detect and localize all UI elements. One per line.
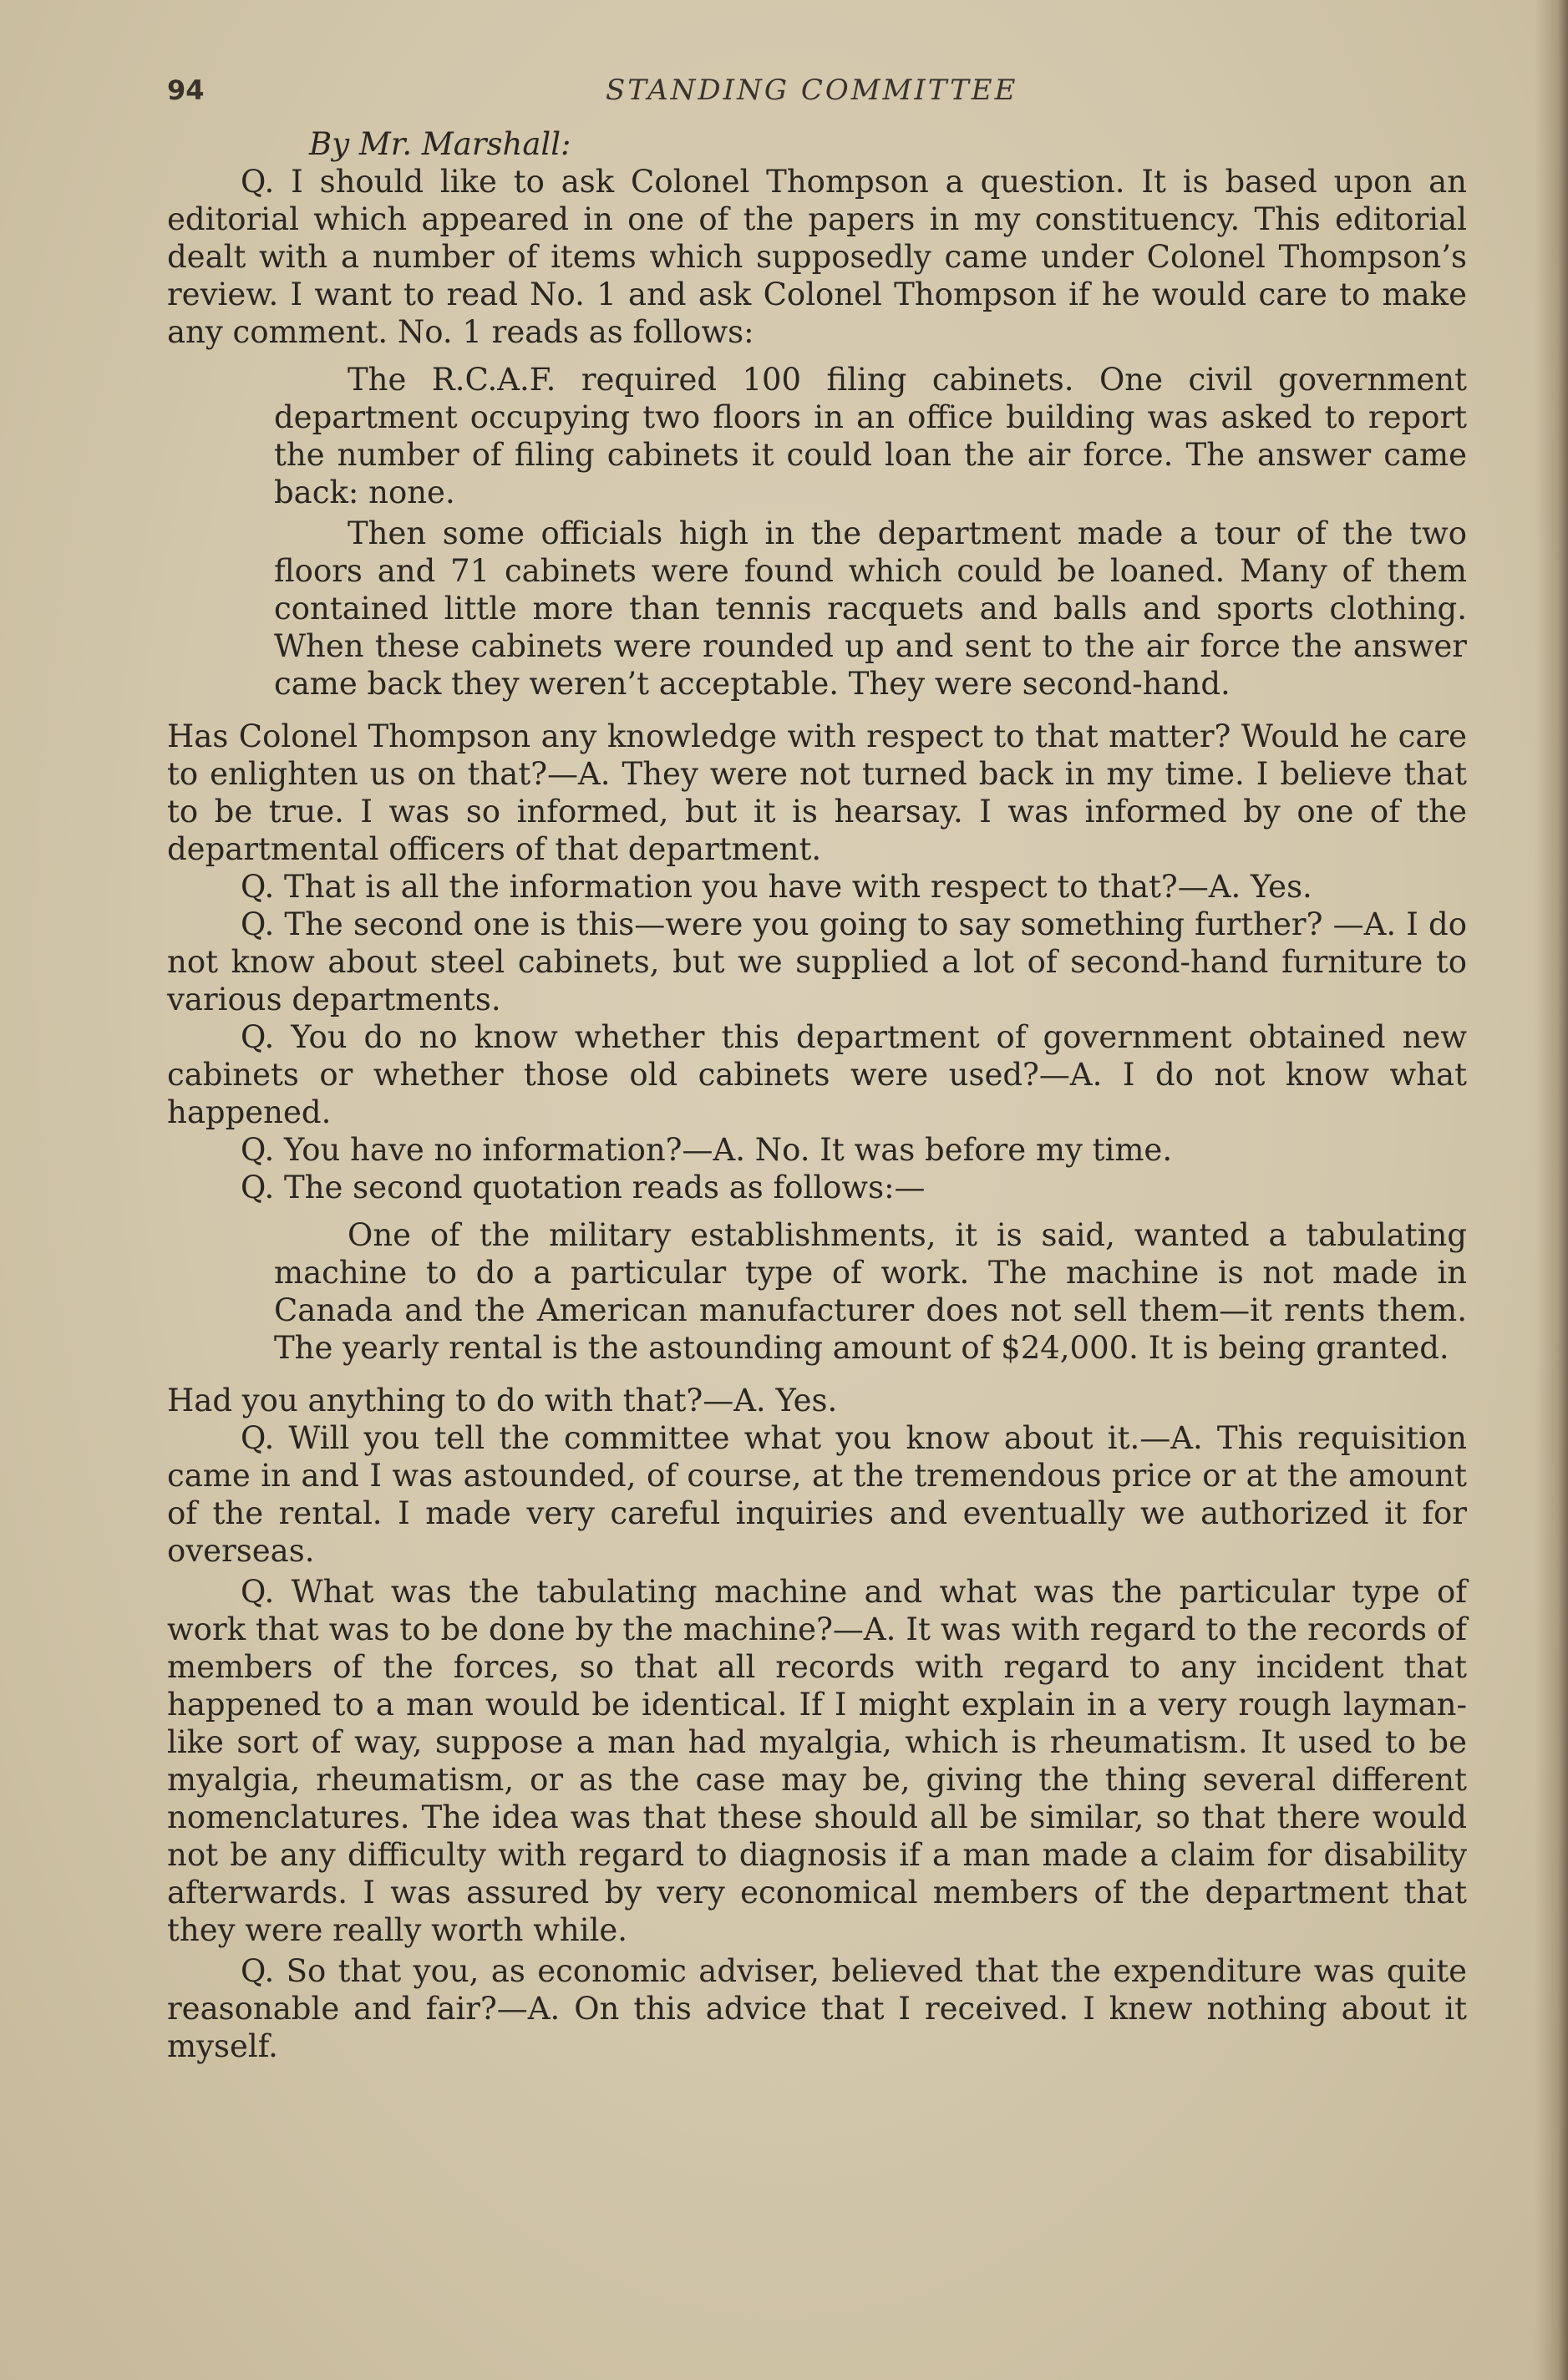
page-edge-shadow — [1535, 0, 1568, 2380]
paragraph-question-3: Q. That is all the information you have with respect to that?—A. Yes. — [241, 869, 1312, 905]
quotation-2: One of the military establishments, it is said, wanted a tabulating machine to do a particular type of work. The machine is not made in Canada and the American manufacturer does not sell them—it rents them. The yearly rental is the astounding amount of $24,000. It is being granted. — [274, 1217, 1467, 1366]
paragraph-question-7: Q. The second quotation reads as follows:— — [241, 1170, 926, 1205]
paragraph-question-2: Has Colonel Thompson any knowledge with respect to that matter? Would he care to enlighten us on that?—A. They were not turned back in my time. I believe that to be true. I was so informed, but it is hearsay. I was informed by one of the departmental officers of that department. — [167, 718, 1467, 867]
running-head: STANDING COMMITTEE — [606, 74, 1018, 107]
paragraph-question-5: Q. You do no know whether this department of government obtained new cabinets or whether those old cabinets were used?—A. I do not know what happened. — [167, 1019, 1467, 1130]
paragraph-question-1: Q. I should like to ask Colonel Thompson a question. It is based upon an editorial which appeared in one of the papers in my constituency. This editorial dealt with a number of items which supposedly came under Colonel Thompson’s review. I want to read No. 1 and ask Colonel Thompson if he would care to make any comment. No. 1 reads as follows: — [167, 164, 1467, 350]
page-number: 94 — [167, 74, 205, 106]
paragraph-question-4: Q. The second one is this—were you going to say something further? —A. I do not know about steel cabinets, but we supplied a lot of second-hand furniture to various departments. — [167, 906, 1467, 1017]
paragraph-question-9: Q. Will you tell the committee what you know about it.—A. This requisition came in and I was astounded, of course, at the tremendous price or at the amount of the rental. I made very careful inquiries and eventually we authorized it for overseas. — [167, 1420, 1467, 1569]
speaker-heading: By Mr. Marshall: — [309, 126, 571, 162]
quotation-1b: Then some officials high in the department made a tour of the two floors and 71 cabinets were found which could be loaned. Many of them contained little more than tennis racquets and balls and sports clothing. When these cabinets were rounded up and sent to the air force the answer came back they weren’t acceptable. They were second-hand. — [274, 515, 1467, 702]
paragraph-question-8: Had you anything to do with that?—A. Yes. — [167, 1383, 838, 1418]
paragraph-question-11: Q. So that you, as economic adviser, believed that the expenditure was quite reasonable and fair?—A. On this advice that I received. I knew nothing about it myself. — [167, 1953, 1467, 2064]
paragraph-question-10: Q. What was the tabulating machine and what was the particular type of work that was to be done by the machine?—A. It was with regard to the records of members of the forces, so that all records with regard to any incident that happened to a man would be identical. If I might explain in a very rough layman-like sort of way, suppose a man had myalgia, which is rheumatism. It used to be myalgia, rheumatism, or as the case may be, giving the thing several different nomenclatures. The idea was that these should all be similar, so that there would not be any difficulty with regard to diagnosis if a man made a claim for disability afterwards. I was assured by very economical members of the department that they were really worth while. — [167, 1574, 1467, 1948]
paragraph-question-6: Q. You have no information?—A. No. It was before my time. — [241, 1132, 1173, 1168]
quotation-1a: The R.C.A.F. required 100 filing cabinets. One civil government department occupying two floors in an office building was asked to report the number of filing cabinets it could loan the air force. The answer came back: none. — [274, 362, 1467, 510]
page-body — [167, 67, 1467, 2065]
page-header — [167, 67, 1467, 114]
